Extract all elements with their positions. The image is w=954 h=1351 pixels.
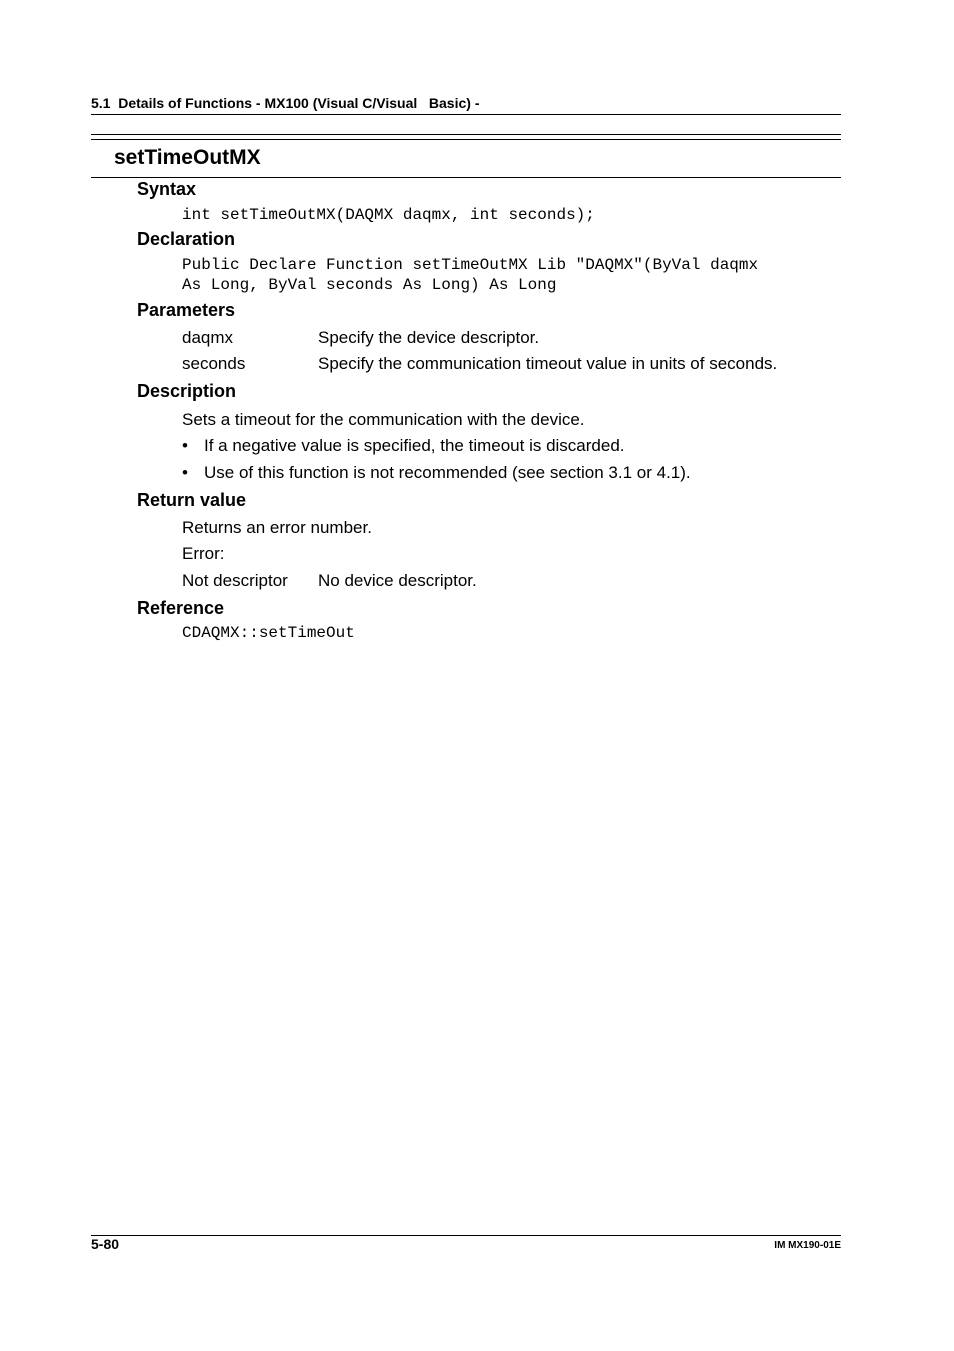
parameter-name: seconds (182, 354, 246, 373)
reference-code: CDAQMX::setTimeOut (182, 624, 355, 642)
error-name: Not descriptor (182, 571, 288, 590)
description-bullet: Use of this function is not recommended (see section 3.1 or 4.1). (204, 463, 691, 482)
bullet-icon: • (182, 436, 188, 455)
return-value-text: Returns an error number. (182, 518, 372, 537)
document-id: IM MX190-01E (774, 1240, 841, 1251)
section-header-title: 5.1 Details of Functions - MX100 (Visual C/Visual Basic) - (91, 95, 480, 111)
error-label: Error: (182, 544, 225, 563)
footer-rule (91, 1235, 841, 1236)
title-rule-top-2 (91, 139, 841, 140)
description-bullet: If a negative value is specified, the timeout is discarded. (204, 436, 625, 455)
syntax-code: int setTimeOutMX(DAQMX daqmx, int seconds); (182, 206, 595, 224)
title-rule-bottom (91, 177, 841, 178)
return-value-heading: Return value (137, 490, 247, 510)
error-description: No device descriptor. (318, 571, 477, 590)
description-text: Sets a timeout for the communication with the device. (182, 410, 585, 429)
parameter-name: daqmx (182, 328, 234, 347)
description-heading: Description (137, 381, 237, 401)
page-number: 5-80 (91, 1236, 120, 1252)
parameter-description: Specify the communication timeout value in units of seconds. (318, 354, 778, 373)
function-title: setTimeOutMX (114, 146, 261, 169)
reference-heading: Reference (137, 598, 225, 618)
title-rule-top-1 (91, 134, 841, 135)
declaration-code-line-1: Public Declare Function setTimeOutMX Lib "DAQMX"(ByVal daqmx (182, 256, 759, 274)
syntax-heading: Syntax (137, 179, 197, 199)
bullet-icon: • (182, 463, 188, 482)
header-rule (91, 114, 841, 115)
parameter-description: Specify the device descriptor. (318, 328, 540, 347)
declaration-heading: Declaration (137, 229, 236, 249)
parameters-heading: Parameters (137, 300, 236, 320)
declaration-code-line-2: As Long, ByVal seconds As Long) As Long (182, 276, 557, 294)
